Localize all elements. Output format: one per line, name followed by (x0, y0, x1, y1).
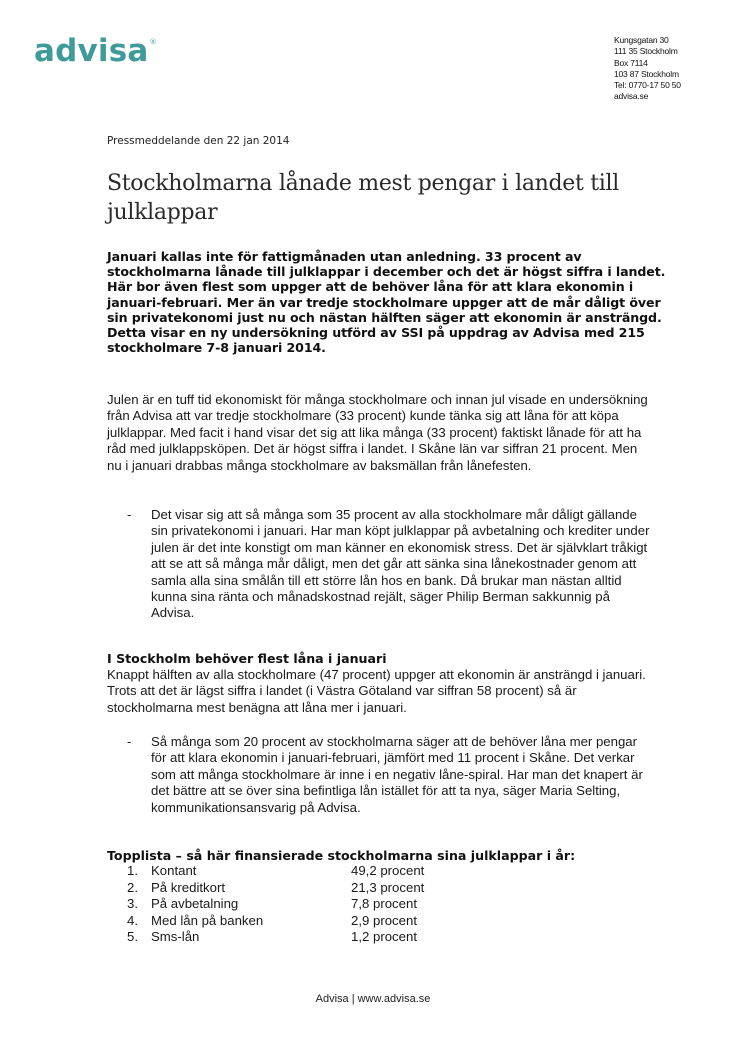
toplist (107, 863, 667, 946)
list-number: 3. (127, 896, 138, 912)
toplist-heading: Topplista – så här finansierade stockholmarna sina julklappar i år: (107, 848, 576, 863)
press-release-date: Pressmeddelande den 22 jan 2014 (107, 135, 290, 147)
quote-text: Det visar sig att så många som 35 procent av alla stockholmare mår dåligt gällande sin privatekonomi i januari. Har man köpt julklappar på avbetalning och krediter under julen är det inte konstigt om man känner en ekonomisk stress. Det är självklart tråkigt att se att så många mår dåligt, men det går att sänka sina lånekostnader genom att samla alla sina smålån till ett större lån hos en bank. Då brukar man nästan alltid kunna sina ränta och månadskostnad rejält, säger Philip Berman sakkunnig på Advisa. (151, 507, 650, 621)
list-number: 4. (127, 912, 138, 928)
address-line: Kungsgatan 30 (614, 35, 669, 45)
footer: Advisa | www.advisa.se (315, 993, 431, 1005)
section-heading-stockholm: I Stockholm behöver flest låna i januari (107, 651, 387, 666)
list-item (107, 896, 667, 913)
list-item (107, 913, 667, 930)
logo-text: advisa (34, 33, 149, 69)
quote-text: Så många som 20 procent av stockholmarna säger att de behöver låna mer pengar för att klara ekonomin i januari-februari, jämfört med 11 procent i Skåne. Det verkar som att många stockholmare är inne i en negativ låne-spiral. Har man det knapert är det bättre att se över sina befintliga lån istället för att ta nya, säger Maria Selting, kommunikationsansvarig på Advisa. (151, 734, 643, 815)
body-paragraph-2: Knappt hälften av alla stockholmare (47 procent) uppger att ekonomin är ansträngd i januari. Trots att det är lägst siffra i landet (i Västra Götaland var siffran 58 procent) så är stockholmarna mest benägna att låna mer i januari. (107, 667, 646, 715)
list-number: 1. (127, 863, 138, 878)
list-item (107, 863, 667, 880)
website-line: advisa.se (614, 91, 649, 102)
list-value: 2,9 procent (351, 912, 417, 928)
page-title: Stockholmarna lånade mest pengar i landet till julklappar (107, 171, 619, 225)
list-label: På kreditkort (151, 879, 226, 895)
address-line: 111 35 Stockholm (614, 46, 678, 57)
address-line: 103 87 Stockholm (614, 68, 679, 79)
advisa-logo (34, 33, 157, 69)
address-line: Box 7114 (614, 57, 648, 68)
dash-bullet: - (127, 734, 132, 749)
list-label: På avbetalning (151, 896, 239, 912)
list-label: Sms-lån (151, 929, 200, 945)
body-paragraph-1: Julen är en tuff tid ekonomiskt för många stockholmare och innan jul visade en undersökning från Advisa att var tredje stockholmare (33 procent) kunde tänka sig att låna för att köpa julklappar. Med facit i hand visar det sig att lika många (33 procent) faktiskt lånade för att ha råd med julklappsköpen. Det är högst siffra i landet. I Skåne län var siffran 21 procent. Men nu i januari drabbas många stockholmare av baksmällan från lånefesten. (107, 392, 648, 473)
lead-paragraph: Januari kallas inte för fattigmånaden utan anledning. 33 procent av stockholmarna lånade till julklappar i december och det är högst siffra i landet. Här bor även flest som uppger att de behöver låna för att klara ekonomin i januari-februari. Mer än var tredje stockholmare uppger att de mår dåligt över sin privatekonomi just nu och nästan hälften säger att ekonomin är ansträngd. Detta visar en ny undersökning utförd av SSI på uppdrag av Advisa med 215 stockholmare 7-8 januari 2014. (107, 249, 666, 356)
phone-line: Tel: 0770-17 50 50 (614, 80, 681, 91)
list-label: Kontant (151, 863, 197, 878)
list-value: 1,2 procent (351, 929, 417, 945)
list-value: 7,8 procent (351, 896, 417, 912)
list-item (107, 929, 667, 946)
address-block (614, 35, 681, 103)
registered-mark: ® (149, 38, 157, 46)
list-number: 5. (127, 929, 138, 945)
list-value: 21,3 procent (351, 879, 425, 895)
list-value: 49,2 procent (351, 863, 425, 878)
list-label: Med lån på banken (151, 912, 264, 928)
list-number: 2. (127, 879, 138, 895)
list-item (107, 880, 667, 897)
dash-bullet: - (127, 507, 132, 522)
